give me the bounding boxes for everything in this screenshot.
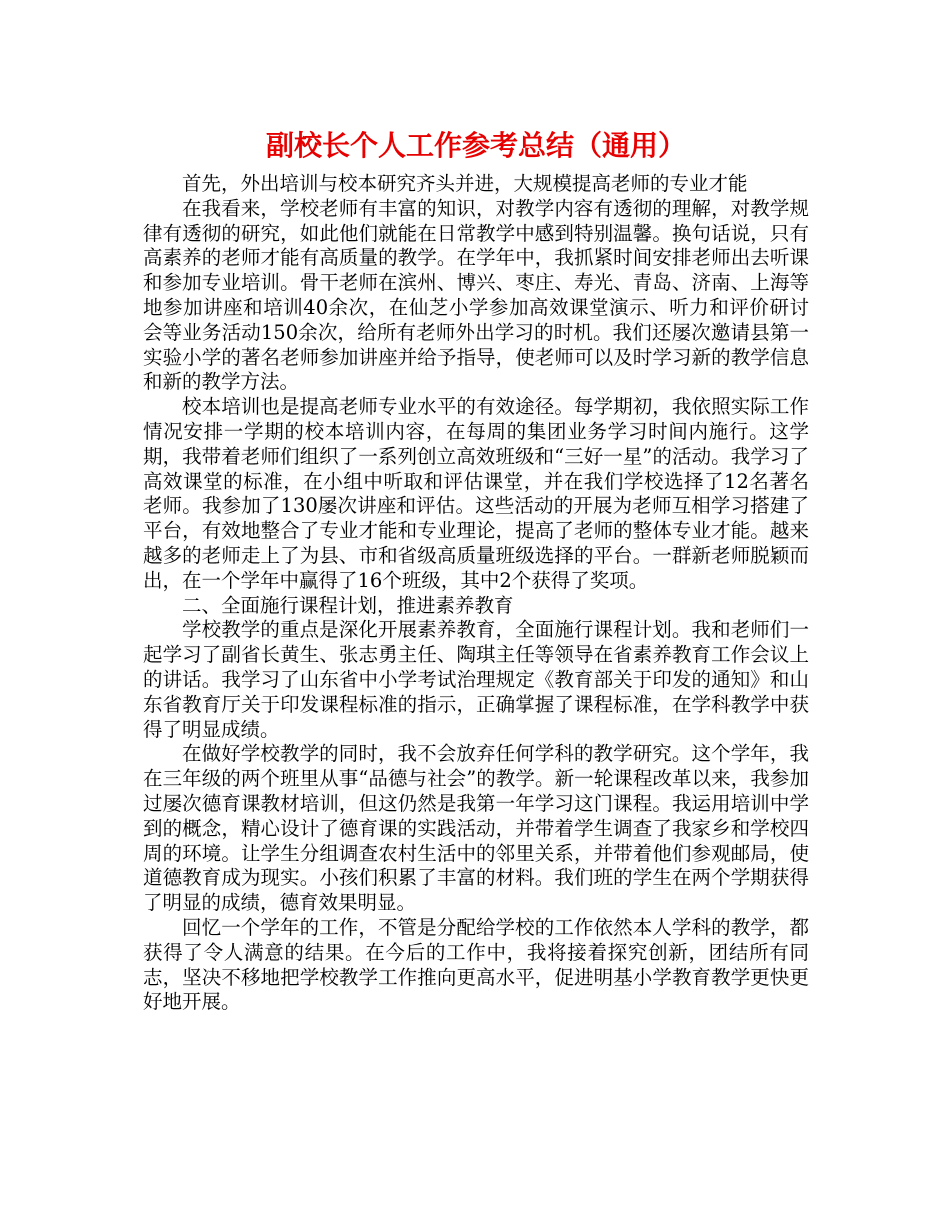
section-heading-2: 二、全面施行课程计划，推进素养教育	[182, 593, 514, 617]
paragraph-6: 在做好学校教学的同时，我不会放弃任何学科的教学研究。这个学年，我在三年级的两个班里从事“品德与社会”的教学。新一轮课程改革以来，我参加过屡次德育课教材培训，但这仍然是我第一年学习这门课程。我运用培训中学到的概念，精心设计了德育课的实践活动，并带着学生调查了我家乡和学校四周的环境。让学生分组调查农村生活中的邻里关系，并带着他们参观邮局，使道德教育成为现实。小孩们积累了丰富的材料。我们班的学生在两个学期获得了明显的成绩，德育效果明显。	[143, 742, 809, 915]
paragraph-5: 学校教学的重点是深化开展素养教育，全面施行课程计划。我和老师们一起学习了副省长黄生、张志勇主任、陶琪主任等领导在省素养教育工作会议上的讲话。我学习了山东省中小学考试治理规定《教育部关于印发的通知》和山东省教育厅关于印发课程标准的指示，正确掌握了课程标准，在学科教学中获得了明显成绩。	[143, 618, 809, 741]
paragraph-2: 在我看来，学校老师有丰富的知识，对教学内容有透彻的理解，对教学规律有透彻的研究，如此他们就能在日常教学中感到特别温馨。换句话说，只有高素养的老师才能有高质量的教学。在学年中，我抓紧时间安排老师出去听课和参加专业培训。骨干老师在滨州、博兴、枣庄、寿光、青岛、济南、上海等地参加讲座和培训40余次，在仙芝小学参加高效课堂演示、听力和评价研讨会等业务活动150余次，给所有老师外出学习的时机。我们还屡次邀请县第一实验小学的著名老师参加讲座并给予指导，使老师可以及时学习新的教学信息和新的教学方法。	[143, 196, 809, 394]
document-title: 副校长个人工作参考总结（通用）	[265, 129, 686, 162]
document-body	[143, 172, 809, 1015]
paragraph-3: 校本培训也是提高老师专业水平的有效途径。每学期初，我依照实际工作情况安排一学期的校本培训内容，在每周的集团业务学习时间内施行。这学期，我带着老师们组织了一系列创立高效班级和“三好一星”的活动。我学习了高效课堂的标准，在小组中听取和评估课堂，并在我们学校选择了12名著名老师。我参加了130屡次讲座和评估。这些活动的开展为老师互相学习搭建了平台，有效地整合了专业才能和专业理论，提高了老师的整体专业才能。越来越多的老师走上了为县、市和省级高质量班级选择的平台。一群新老师脱颖而出，在一个学年中赢得了16个班级，其中2个获得了奖项。	[143, 395, 809, 592]
document-page	[143, 120, 809, 1015]
paragraph-7: 回忆一个学年的工作，不管是分配给学校的工作依然本人学科的教学，都获得了令人满意的结果。在今后的工作中，我将接着探究创新，团结所有同志，坚决不移地把学校教学工作推向更高水平，促进明基小学教育教学更快更好地开展。	[143, 915, 809, 1014]
paragraph-1: 首先，外出培训与校本研究齐头并进，大规模提高老师的专业才能	[182, 172, 748, 195]
